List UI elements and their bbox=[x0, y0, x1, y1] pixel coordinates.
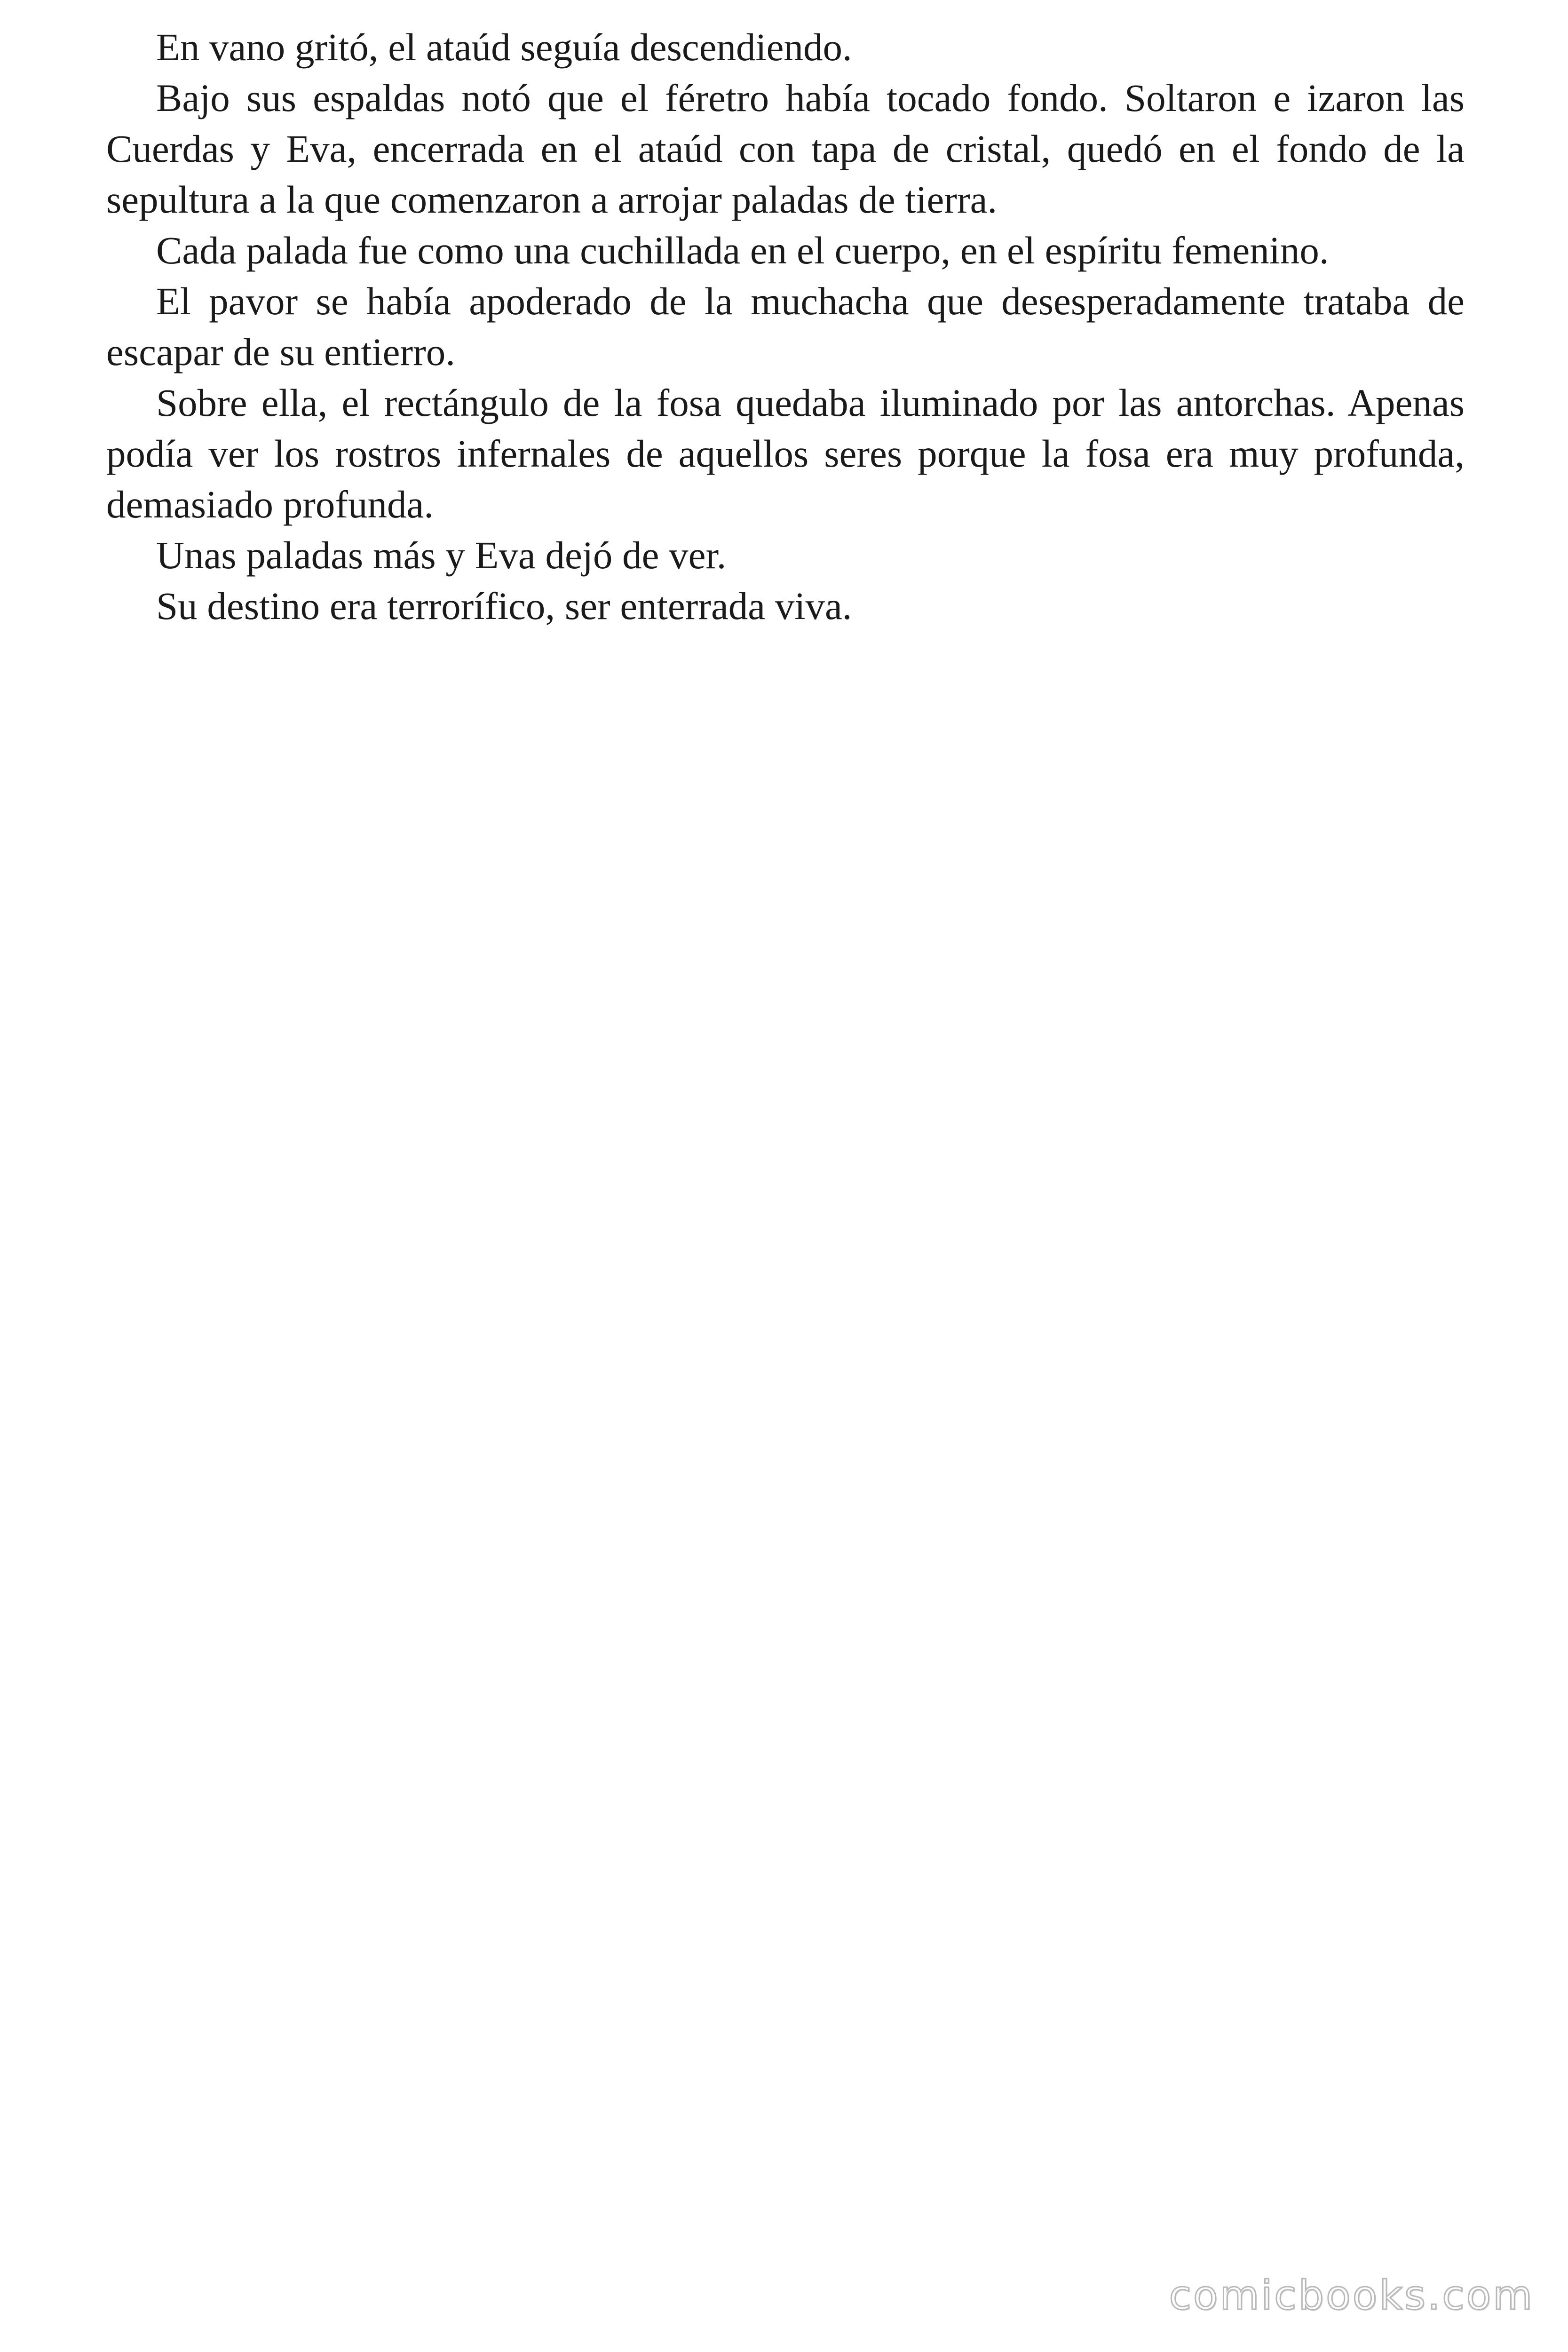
paragraph: Unas paladas más y Eva dejó de ver. bbox=[156, 533, 727, 577]
body-text bbox=[106, 22, 1465, 631]
paragraph: El pavor se había apoderado de la muchacha que desesperadamente trataba de escapar de su entierro. bbox=[106, 279, 1465, 373]
paragraph: En vano gritó, el ataúd seguía descendiendo. bbox=[156, 25, 852, 69]
paragraph: Bajo sus espaldas notó que el féretro había tocado fondo. Soltaron e izaron las Cuerdas y Eva, encerrada en el ataúd con tapa de cristal, quedó en el fondo de la sepultura a la que comenzaron a arrojar paladas de tierra. bbox=[106, 76, 1465, 221]
paragraph: Su destino era terrorífico, ser enterrada viva. bbox=[156, 584, 852, 628]
watermark: comicbooks.com bbox=[1169, 2272, 1534, 2319]
paragraph: Sobre ella, el rectángulo de la fosa quedaba iluminado por las antorchas. Apenas podía ver los rostros infernales de aquellos seres porque la fosa era muy profunda, demasiado profunda. bbox=[106, 381, 1465, 526]
paragraph: Cada palada fue como una cuchillada en el cuerpo, en el espíritu femenino. bbox=[156, 229, 1329, 272]
